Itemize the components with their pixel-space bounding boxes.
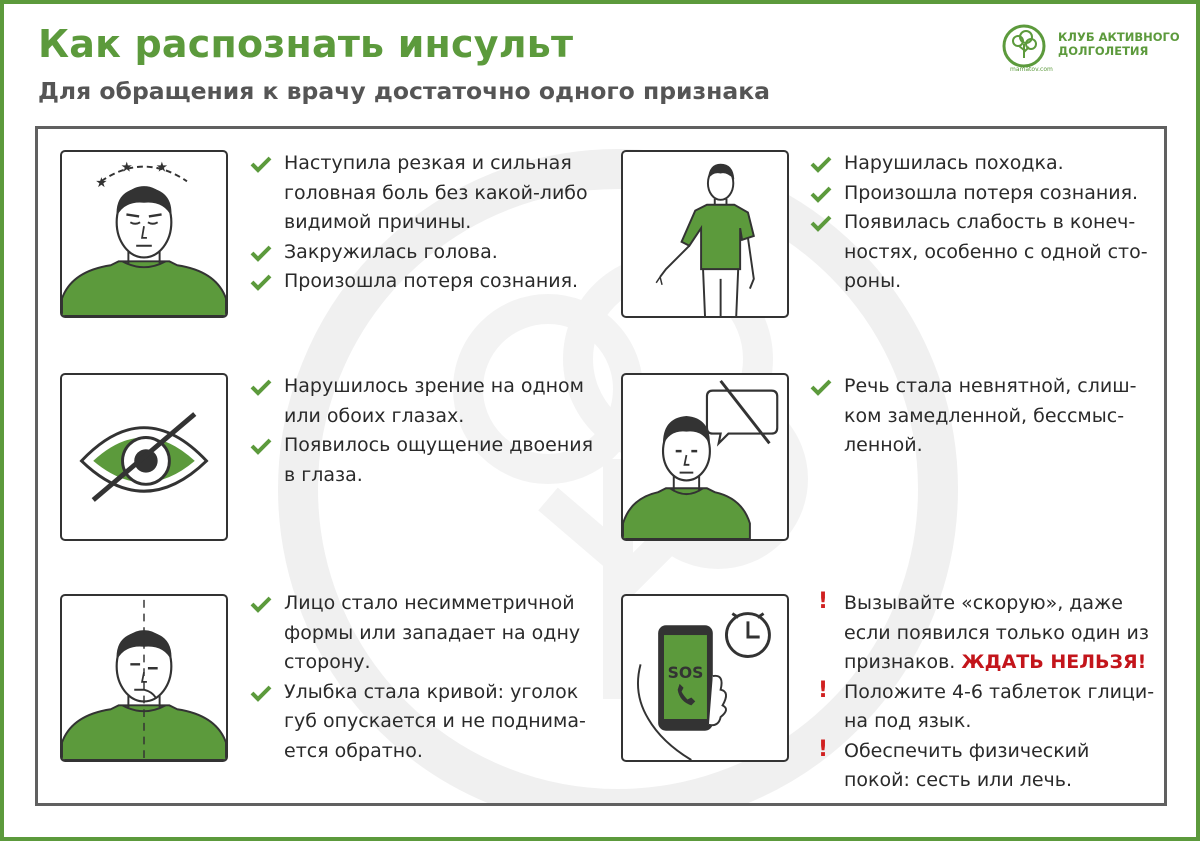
action-item: ! Вызывайте «скорую», даже если появился только один из признаков. ЖДАТЬ НЕЛЬЗЯ! <box>818 589 1149 673</box>
illustration-card-emergency <box>621 594 789 762</box>
svg-text:★: ★ <box>120 159 133 176</box>
asymmetric-face-icon <box>62 596 226 760</box>
check-icon <box>250 684 272 702</box>
exclamation-icon: ! <box>818 589 829 614</box>
symptom-item: Нарушилась походка. <box>810 149 1148 179</box>
walking-man-weak-arm-icon <box>623 152 787 316</box>
symptom-item: Речь стала невнятной, слиш- ком замедленной, бессмыс- ленной. <box>810 372 1136 461</box>
check-icon <box>250 155 272 173</box>
check-icon <box>810 155 832 173</box>
club-logo <box>1000 18 1180 74</box>
illustration-card-walking <box>621 150 789 318</box>
symptom-item: Наступила резкая и сильная головная боль без какой-либо видимой причины. <box>250 149 588 238</box>
symptom-list-speech <box>810 372 1136 461</box>
check-icon <box>810 378 832 396</box>
headache-dizzy-man-icon <box>62 152 226 316</box>
symptom-item: Улыбка стала кривой: уголок губ опускается и не поднима- ется обратно. <box>250 678 586 767</box>
symptom-list-walking <box>810 149 1148 297</box>
check-icon <box>250 244 272 262</box>
symptom-item: Произошла потеря сознания. <box>250 267 588 297</box>
exclamation-icon: ! <box>818 677 829 703</box>
symptom-item: Появилась слабость в конеч- ностях, особенно с одной сто- роны. <box>810 208 1148 297</box>
illustration-card-vision <box>60 373 228 541</box>
sos-phone-clock-icon <box>623 596 787 760</box>
sos-label: SOS <box>667 664 704 682</box>
check-icon <box>250 273 272 291</box>
content-panel <box>35 126 1167 806</box>
illustration-card-headache <box>60 150 228 318</box>
tree-logo-icon <box>1000 18 1056 74</box>
check-icon <box>250 378 272 396</box>
logo-line-2: ДОЛГОЛЕТИЯ <box>1058 44 1149 58</box>
action-item: ! Положите 4-6 таблеток глици- на под язык. <box>818 677 1155 732</box>
check-icon <box>250 437 272 455</box>
symptom-item: Лицо стало несимметричной формы или западает на одну сторону. <box>250 589 586 678</box>
symptom-list-vision <box>250 372 593 490</box>
action-list-emergency <box>810 589 1154 796</box>
action-item: ! Обеспечить физический покой: сесть или лечь. <box>818 736 1090 791</box>
logo-line-1: КЛУБ АКТИВНОГО <box>1058 30 1180 44</box>
symptom-list-face <box>250 589 586 766</box>
illustration-card-speech <box>621 373 789 541</box>
page-title: Как распознать инсульт <box>38 22 574 66</box>
illustration-card-face <box>60 594 228 762</box>
svg-text:★: ★ <box>155 159 168 176</box>
svg-text:★: ★ <box>95 175 108 192</box>
check-icon <box>810 214 832 232</box>
crossed-eye-icon <box>62 375 226 539</box>
symptom-item: Произошла потеря сознания. <box>810 179 1148 209</box>
symptom-item: Нарушилось зрение на одном или обоих глазах. <box>250 372 593 431</box>
page-subtitle: Для обращения к врачу достаточно одного признака <box>38 77 771 105</box>
symptom-list-headache <box>250 149 588 297</box>
symptom-item: Закружилась голова. <box>250 238 588 268</box>
check-icon <box>250 595 272 613</box>
check-icon <box>810 185 832 203</box>
symptom-item: Появилось ощущение двоения в глаза. <box>250 431 593 490</box>
man-crossed-speech-bubble-icon <box>623 375 787 539</box>
logo-site-label: mamatov.com <box>1010 66 1053 73</box>
exclamation-icon: ! <box>818 736 829 762</box>
alert-text: ЖДАТЬ НЕЛЬЗЯ! <box>961 651 1147 673</box>
